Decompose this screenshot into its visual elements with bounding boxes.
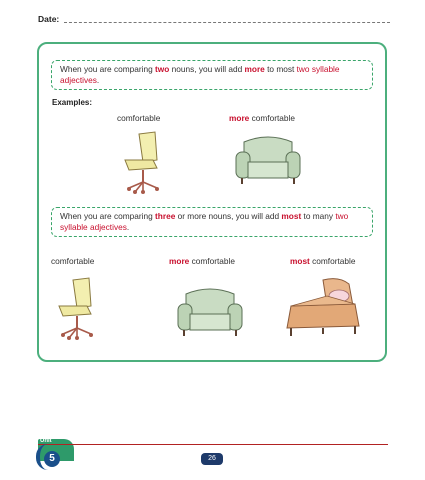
date-row (38, 14, 390, 28)
lesson-panel (37, 42, 387, 362)
rule2-text-1: When you are comparing (60, 211, 156, 221)
date-label: Date: (38, 14, 60, 24)
word-comfortable: comfortable (249, 113, 295, 123)
rule1-period: . (96, 75, 100, 85)
example1-label-comfortable: comfortable (117, 113, 161, 123)
rule1-adjectives: two syllable adjectives (60, 64, 340, 85)
rule1-text-1: When you are comparing (60, 64, 156, 74)
keyword-most: most (290, 256, 310, 266)
bed-icon (283, 276, 365, 340)
page-number: 26 (201, 453, 223, 465)
unit-number-badge: 5 (44, 451, 60, 467)
office-chair-icon (51, 276, 103, 340)
example2-label-most-comfortable (290, 256, 355, 266)
rule-box-three-nouns (51, 207, 373, 237)
rule2-keyword-three: three (155, 211, 176, 221)
keyword-more: more (229, 113, 250, 123)
office-chair-icon (117, 130, 169, 194)
word-comfortable: comfortable (309, 256, 356, 266)
rule2-text-2: or more nouns, you will add (175, 211, 282, 221)
armchair-icon (174, 284, 246, 338)
rule2-text-3: to many (301, 211, 336, 221)
armchair-icon (232, 132, 304, 186)
rule2-period: . (126, 222, 130, 232)
rule1-keyword-more: more (244, 64, 265, 74)
example2-label-more-comfortable (169, 256, 235, 266)
rule1-text-3: to most (264, 64, 297, 74)
date-line (64, 22, 390, 23)
rule2-adjectives: two syllable adjectives (60, 211, 349, 232)
rule1-text-2: nouns, you will add (169, 64, 245, 74)
unit-label: Unit (40, 438, 52, 444)
rule2-keyword-most: most (281, 211, 302, 221)
word-comfortable: comfortable (189, 256, 235, 266)
rule1-keyword-two: two (155, 64, 170, 74)
keyword-more: more (169, 256, 190, 266)
footer-line (38, 444, 388, 445)
example2-label-comfortable: comfortable (51, 256, 95, 266)
examples-heading: Examples: (52, 98, 93, 107)
example1-label-more-comfortable (229, 113, 295, 123)
rule-box-two-nouns (51, 60, 373, 90)
